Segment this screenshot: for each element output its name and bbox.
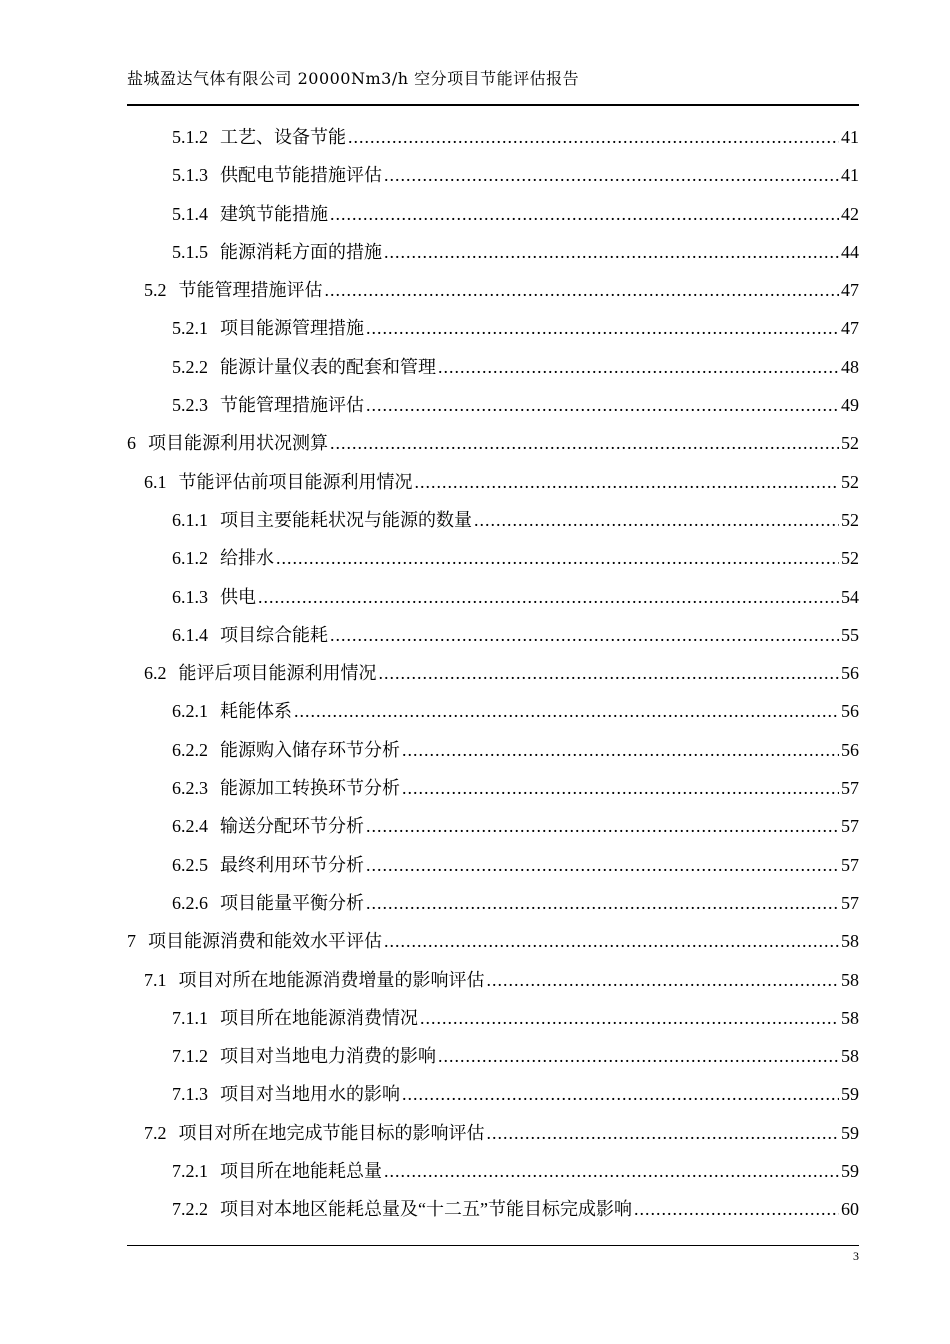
toc-entry-title: 能源计量仪表的配套和管理 bbox=[220, 356, 436, 377]
toc-entry-page: 52 bbox=[841, 548, 859, 569]
toc-entry-number: 5.2.3 bbox=[172, 395, 208, 416]
toc-entry[interactable] bbox=[127, 731, 859, 769]
toc-entry-title: 项目能源消费和能效水平评估 bbox=[148, 931, 382, 952]
toc-entry-title: 供电 bbox=[220, 586, 256, 607]
toc-entry[interactable] bbox=[127, 233, 859, 271]
toc-dot-leader bbox=[276, 539, 839, 577]
toc-dot-leader bbox=[420, 999, 839, 1037]
toc-entry-number: 5.1.3 bbox=[172, 165, 208, 186]
toc-entry[interactable] bbox=[127, 884, 859, 922]
toc-entry-number: 6.2.5 bbox=[172, 854, 208, 875]
toc-entry-page: 41 bbox=[841, 127, 859, 147]
toc-entry[interactable] bbox=[127, 271, 859, 309]
toc-entry-number: 6.1 bbox=[144, 471, 167, 492]
toc-entry-title: 耗能体系 bbox=[220, 701, 292, 722]
toc-entry-title: 能源加工转换环节分析 bbox=[220, 778, 400, 799]
toc-dot-leader bbox=[330, 195, 839, 233]
toc-dot-leader bbox=[366, 386, 839, 424]
toc-entry-number: 5.2.2 bbox=[172, 356, 208, 377]
toc-dot-leader bbox=[294, 692, 839, 730]
toc-entry[interactable] bbox=[127, 1190, 859, 1228]
table-of-contents bbox=[127, 118, 859, 1229]
toc-entry-title: 供配电节能措施评估 bbox=[220, 165, 382, 186]
toc-entry[interactable] bbox=[127, 922, 859, 960]
toc-dot-leader bbox=[384, 156, 839, 194]
toc-dot-leader bbox=[366, 309, 839, 347]
toc-entry[interactable] bbox=[127, 807, 859, 845]
toc-dot-leader bbox=[438, 1037, 839, 1075]
toc-entry-number: 7.1.2 bbox=[172, 1046, 208, 1067]
toc-entry-number: 6.2.2 bbox=[172, 739, 208, 760]
toc-entry-title: 建筑节能措施 bbox=[220, 203, 328, 224]
toc-entry-title: 项目综合能耗 bbox=[220, 624, 328, 645]
toc-dot-leader bbox=[438, 348, 839, 386]
toc-dot-leader bbox=[415, 463, 840, 501]
toc-dot-leader bbox=[487, 961, 840, 999]
toc-entry-number: 5.1.5 bbox=[172, 241, 208, 262]
toc-dot-leader bbox=[330, 616, 839, 654]
toc-dot-leader bbox=[330, 424, 839, 462]
toc-dot-leader bbox=[402, 731, 839, 769]
toc-dot-leader bbox=[384, 233, 839, 271]
toc-entry-title: 给排水 bbox=[220, 548, 274, 569]
toc-entry-title: 节能管理措施评估 bbox=[178, 280, 323, 301]
toc-entry-page: 52 bbox=[841, 509, 859, 530]
toc-entry[interactable] bbox=[127, 195, 859, 233]
toc-entry-page: 59 bbox=[841, 1122, 859, 1143]
toc-entry-page: 58 bbox=[841, 969, 859, 990]
toc-entry-number: 7.1.3 bbox=[172, 1084, 208, 1105]
toc-dot-leader bbox=[348, 118, 839, 156]
toc-entry[interactable] bbox=[127, 501, 859, 539]
toc-entry-page: 60 bbox=[841, 1199, 859, 1220]
toc-entry-number: 5.2.1 bbox=[172, 318, 208, 339]
toc-entry-title: 工艺、设备节能 bbox=[220, 127, 346, 147]
toc-entry-number: 6.2.3 bbox=[172, 778, 208, 799]
toc-dot-leader bbox=[634, 1190, 839, 1228]
toc-entry-title: 项目对所在地完成节能目标的影响评估 bbox=[178, 1122, 485, 1143]
toc-entry-number: 6.1.4 bbox=[172, 624, 208, 645]
toc-dot-leader bbox=[474, 501, 839, 539]
toc-entry-title: 项目所在地能耗总量 bbox=[220, 1161, 382, 1182]
toc-entry-page: 42 bbox=[841, 203, 859, 224]
toc-entry-page: 56 bbox=[841, 739, 859, 760]
toc-dot-leader bbox=[366, 884, 839, 922]
toc-entry-number: 7.1.1 bbox=[172, 1007, 208, 1028]
toc-entry-number: 6.1.1 bbox=[172, 509, 208, 530]
toc-entry-number: 5.2 bbox=[144, 280, 167, 301]
toc-entry-page: 52 bbox=[841, 471, 859, 492]
toc-entry-title: 项目对本地区能耗总量及“十二五”节能目标完成影响 bbox=[220, 1199, 632, 1220]
toc-entry-title: 能源购入储存环节分析 bbox=[220, 739, 400, 760]
toc-dot-leader bbox=[366, 846, 839, 884]
toc-entry-title: 节能管理措施评估 bbox=[220, 395, 364, 416]
toc-dot-leader bbox=[402, 769, 839, 807]
toc-entry-page: 58 bbox=[841, 931, 859, 952]
toc-entry-page: 47 bbox=[841, 280, 859, 301]
toc-entry-page: 52 bbox=[841, 433, 859, 454]
toc-entry-page: 57 bbox=[841, 816, 859, 837]
toc-entry[interactable] bbox=[127, 386, 859, 424]
toc-entry[interactable] bbox=[127, 348, 859, 386]
toc-entry-number: 6.2 bbox=[144, 663, 167, 684]
toc-entry-number: 5.1.2 bbox=[172, 127, 208, 147]
toc-entry-page: 47 bbox=[841, 318, 859, 339]
toc-entry-title: 最终利用环节分析 bbox=[220, 854, 364, 875]
toc-entry[interactable] bbox=[127, 769, 859, 807]
toc-entry-page: 59 bbox=[841, 1161, 859, 1182]
toc-entry-number: 6.2.4 bbox=[172, 816, 208, 837]
toc-entry-page: 57 bbox=[841, 892, 859, 913]
toc-entry-page: 59 bbox=[841, 1084, 859, 1105]
toc-entry[interactable] bbox=[127, 463, 859, 501]
toc-entry-page: 54 bbox=[841, 586, 859, 607]
toc-entry-title: 能评后项目能源利用情况 bbox=[178, 663, 377, 684]
toc-entry-page: 58 bbox=[841, 1046, 859, 1067]
toc-entry[interactable] bbox=[127, 578, 859, 616]
toc-entry[interactable] bbox=[127, 654, 859, 692]
toc-entry-number: 7.2 bbox=[144, 1122, 167, 1143]
toc-entry[interactable] bbox=[127, 1114, 859, 1152]
page-number: 3 bbox=[853, 1249, 859, 1263]
toc-dot-leader bbox=[384, 922, 839, 960]
toc-entry[interactable] bbox=[127, 539, 859, 577]
toc-entry-page: 58 bbox=[841, 1007, 859, 1028]
toc-entry-title: 项目所在地能源消费情况 bbox=[220, 1007, 418, 1028]
toc-entry-page: 44 bbox=[841, 241, 859, 262]
toc-entry[interactable] bbox=[127, 424, 859, 462]
toc-entry[interactable] bbox=[127, 1152, 859, 1190]
toc-entry-number: 7.1 bbox=[144, 969, 167, 990]
toc-dot-leader bbox=[379, 654, 840, 692]
toc-entry[interactable] bbox=[127, 1037, 859, 1075]
toc-dot-leader bbox=[402, 1075, 839, 1113]
toc-entry-page: 41 bbox=[841, 165, 859, 186]
toc-entry[interactable] bbox=[127, 118, 859, 156]
header-rule bbox=[127, 104, 859, 106]
toc-dot-leader bbox=[258, 578, 839, 616]
toc-entry-title: 项目主要能耗状况与能源的数量 bbox=[220, 509, 472, 530]
toc-entry-number: 6.2.6 bbox=[172, 892, 208, 913]
toc-entry-number: 6.1.3 bbox=[172, 586, 208, 607]
toc-dot-leader bbox=[325, 271, 840, 309]
toc-entry-number: 7.2.2 bbox=[172, 1199, 208, 1220]
toc-dot-leader bbox=[384, 1152, 839, 1190]
toc-entry-page: 56 bbox=[841, 663, 859, 684]
toc-entry-title: 项目能源利用状况测算 bbox=[148, 433, 328, 454]
toc-entry[interactable] bbox=[127, 1075, 859, 1113]
toc-entry-title: 项目对当地电力消费的影响 bbox=[220, 1046, 436, 1067]
toc-entry[interactable] bbox=[127, 692, 859, 730]
toc-entry-title: 项目能源管理措施 bbox=[220, 318, 364, 339]
toc-entry-number: 7 bbox=[127, 931, 136, 952]
toc-entry-title: 能源消耗方面的措施 bbox=[220, 241, 382, 262]
toc-entry-number: 7.2.1 bbox=[172, 1161, 208, 1182]
toc-entry-title: 输送分配环节分析 bbox=[220, 816, 364, 837]
toc-entry[interactable] bbox=[127, 961, 859, 999]
toc-entry-title: 项目对所在地能源消费增量的影响评估 bbox=[178, 969, 485, 990]
toc-entry[interactable] bbox=[127, 309, 859, 347]
toc-entry-title: 项目对当地用水的影响 bbox=[220, 1084, 400, 1105]
running-header: 盐城盈达气体有限公司 20000Nm3/h 空分项目节能评估报告 bbox=[127, 69, 580, 88]
toc-entry-title: 节能评估前项目能源利用情况 bbox=[178, 471, 413, 492]
toc-entry-number: 6 bbox=[127, 433, 136, 454]
toc-entry[interactable] bbox=[127, 999, 859, 1037]
toc-entry-page: 56 bbox=[841, 701, 859, 722]
toc-entry-page: 49 bbox=[841, 395, 859, 416]
toc-entry-title: 项目能量平衡分析 bbox=[220, 892, 364, 913]
toc-entry-number: 6.2.1 bbox=[172, 701, 208, 722]
toc-entry-page: 55 bbox=[841, 624, 859, 645]
toc-entry-number: 5.1.4 bbox=[172, 203, 208, 224]
toc-entry[interactable] bbox=[127, 616, 859, 654]
toc-entry-page: 48 bbox=[841, 356, 859, 377]
toc-entry-page: 57 bbox=[841, 854, 859, 875]
toc-entry[interactable] bbox=[127, 846, 859, 884]
toc-entry-page: 57 bbox=[841, 778, 859, 799]
footer-rule bbox=[127, 1245, 859, 1246]
toc-entry[interactable] bbox=[127, 156, 859, 194]
toc-dot-leader bbox=[366, 807, 839, 845]
toc-entry-number: 6.1.2 bbox=[172, 548, 208, 569]
toc-dot-leader bbox=[487, 1114, 840, 1152]
